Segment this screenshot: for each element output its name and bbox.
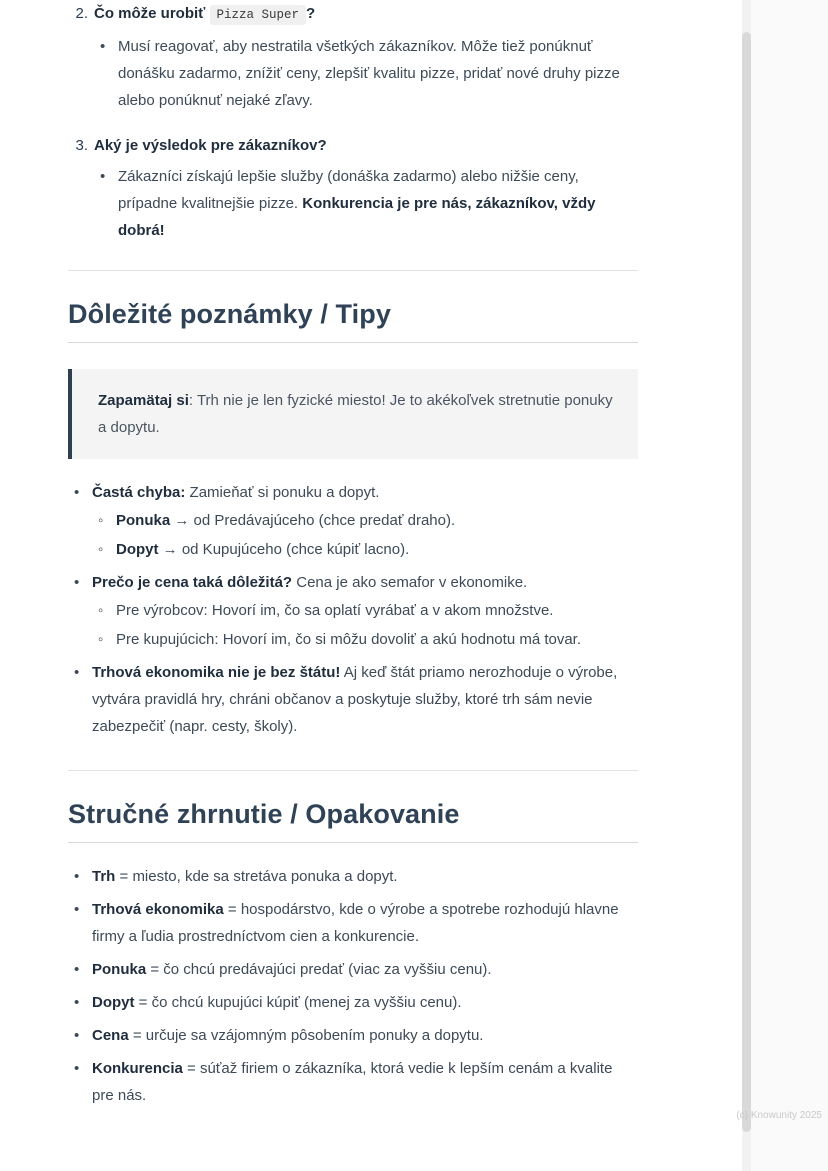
section-heading-summary: Stručné zhrnutie / Opakovanie [68, 799, 638, 843]
list-item-text: Zamieňať si ponuku a dopyt. [185, 484, 380, 501]
list-item-text: = čo chcú predávajúci predať (viac za vyššiu cenu). [146, 961, 492, 978]
scrollbar-thumb[interactable] [742, 32, 751, 1132]
inline-code-pizza-super: Pizza Super [210, 5, 307, 25]
question-item-2 [68, 0, 638, 114]
list-item [92, 536, 638, 563]
callout-remember [68, 369, 638, 459]
list-item-text: = súťaž firiem o zákazníka, ktorá vedie k lepším cenám a kvalite pre nás. [92, 1060, 613, 1104]
section-divider [68, 770, 638, 771]
list-item [92, 626, 638, 653]
question-answers [94, 163, 638, 244]
callout-text: : Trh nie je len fyzické miesto! Je to akékoľvek stretnutie ponuky a dopytu. [98, 392, 613, 436]
summary-list [68, 863, 638, 1109]
document-content [68, 0, 638, 1115]
list-item-text: → od Kupujúceho (chce kúpiť lacno). [158, 541, 410, 558]
list-item-label: Trhová ekonomika [92, 901, 224, 918]
list-item-label: Ponuka [116, 512, 171, 529]
list-item-text: Aj keď štát priamo nerozhoduje o výrobe, vytvára pravidlá hry, chráni občanov a poskytuje služby, ktoré trh sám nevie zabezpečiť (napr. cesty, školy). [92, 664, 618, 735]
summary-list-block [68, 863, 638, 1109]
list-item-text: = čo chcú kupujúci kúpiť (menej za vyššiu cenu). [134, 994, 462, 1011]
list-item-label: Cena [92, 1027, 129, 1044]
list-item-text: Pre kupujúcich: Hovorí im, čo si môžu dovoliť a akú hodnotu má tovar. [116, 631, 582, 648]
list-item-label: Konkurencia [92, 1060, 183, 1077]
list-item-text: = určuje sa vzájomným pôsobením ponuky a dopytu. [128, 1027, 484, 1044]
list-item-label: Trhová ekonomika nie je bez štátu! [92, 664, 341, 681]
notes-list-block [68, 479, 638, 740]
sub-list [92, 507, 638, 563]
list-item-label: Častá chyba: [92, 484, 186, 501]
question-item-3 [68, 132, 638, 244]
question-list [68, 0, 638, 244]
list-item-label: Trh [92, 868, 116, 885]
watermark: (c) Knowunity 2025 [736, 1110, 822, 1121]
list-item [68, 479, 638, 563]
callout-label: Zapamätaj si [98, 392, 189, 409]
question-number: 3. [75, 137, 88, 154]
list-item [68, 1022, 638, 1049]
list-item-text: Pre výrobcov: Hovorí im, čo sa oplatí vyrábať a v akom množstve. [116, 602, 554, 619]
answer-emphasis: Konkurencia je pre nás, zákazníkov, vždy dobrá! [118, 195, 596, 239]
list-item [68, 989, 638, 1016]
list-item-label: Dopyt [116, 541, 159, 558]
answer-item: • Musí reagovať, aby nestratila všetkých zákazníkov. Môže tiež ponúknuť donášku zadarmo, znížiť ceny, zlepšiť kvalitu pizze, pridať nové druhy pizze alebo ponúknuť nejaké zľavy. [94, 33, 638, 114]
list-item-label: Prečo je cena taká dôležitá? [92, 574, 293, 591]
section-divider [68, 270, 638, 271]
question-number: 2. [75, 5, 88, 22]
question-title-text: Čo môže urobiť [94, 5, 206, 22]
list-item-text: = miesto, kde sa stretáva ponuka a dopyt. [115, 868, 398, 885]
notes-list [68, 479, 638, 740]
list-item-text: Cena je ako semafor v ekonomike. [292, 574, 528, 591]
list-item-text: = hospodárstvo, kde o výrobe a spotrebe rozhodujú hlavne firmy a ľudia prostredníctvom cien a konkurencie. [92, 901, 619, 945]
right-rail [749, 0, 828, 1171]
section-heading-notes: Dôležité poznámky / Tipy [68, 299, 638, 343]
list-item [68, 956, 638, 983]
question-answers [94, 33, 638, 114]
question-title [94, 0, 638, 29]
list-item [68, 1055, 638, 1109]
list-item [68, 659, 638, 740]
list-item [68, 896, 638, 950]
question-title [94, 132, 638, 159]
sub-list [92, 597, 638, 653]
list-item [68, 569, 638, 653]
list-item [68, 863, 638, 890]
question-title-suffix: ? [306, 5, 316, 22]
list-item [92, 507, 638, 534]
question-title-text: Aký je výsledok pre zákazníkov? [94, 137, 327, 154]
answer-item [94, 163, 638, 244]
list-item-label: Dopyt [92, 994, 135, 1011]
list-item [92, 597, 638, 624]
list-item-label: Ponuka [92, 961, 147, 978]
list-item-text: → od Predávajúceho (chce predať draho). [170, 512, 456, 529]
answer-text: Zákazníci získajú lepšie služby (donáška zadarmo) alebo nižšie ceny, prípadne kvalitnejšie pizze. [118, 168, 579, 212]
